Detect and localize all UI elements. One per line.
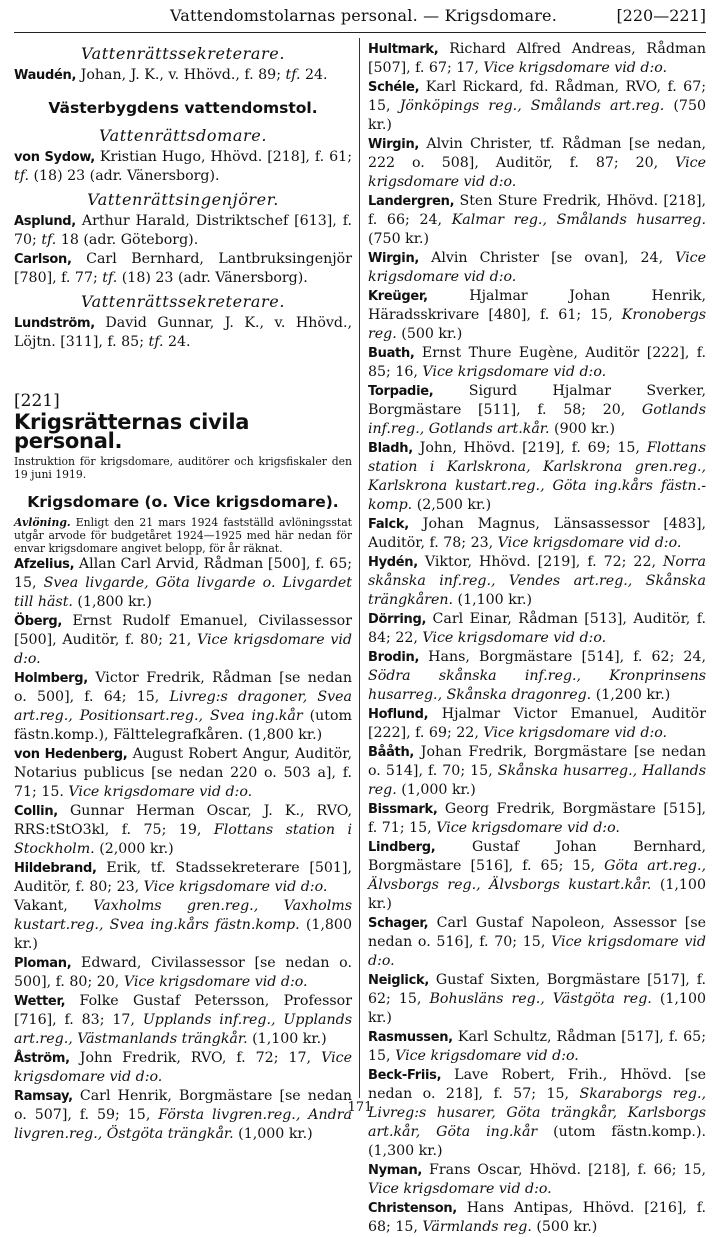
entry-list-right bbox=[368, 40, 706, 1237]
person-entry: Wirgin, Alvin Christer [se ovan], 24, Vice krigsdomare vid d:o. bbox=[368, 250, 706, 285]
person-entry: von Hedenberg, August Robert Angur, Auditör, Notarius publicus [se nedan 220 o. 503 a], f. 71; 15. Vice krigsdomare vid d:o. bbox=[14, 746, 352, 800]
section-number: [221] bbox=[14, 391, 60, 411]
person-entry: Lundström, David Gunnar, J. K., v. Hhövd., Löjtn. [311], f. 85; tf. 24. bbox=[14, 315, 352, 350]
person-entry: Landergren, Sten Sture Fredrik, Hhövd. [218], f. 66; 24, Kalmar reg., Smålands husarreg. (750 kr.) bbox=[368, 193, 707, 247]
person-entry: Afzelius, Allan Carl Arvid, Rådman [500], f. 65; 15, Svea livgarde, Göta livgarde o. Livgardet till häst. (1,800 kr.) bbox=[14, 556, 352, 610]
person-entry: Waudén, Johan, J. K., v. Hhövd., f. 89; tf. 24. bbox=[14, 67, 328, 83]
person-entry: Hultmark, Richard Alfred Andreas, Rådman [507], f. 67; 17, Vice krigsdomare vid d:o. bbox=[368, 41, 706, 76]
person-entry: Bååth, Johan Fredrik, Borgmästare [se nedan o. 514], f. 70; 15, Skånska husarreg., Hallands reg. (1,000 kr.) bbox=[368, 744, 706, 798]
person-entry: Öberg, Ernst Rudolf Emanuel, Civilassessor [500], Auditör, f. 80; 21, Vice krigsdomare vid d:o. bbox=[14, 613, 352, 667]
person-entry: Buath, Ernst Thure Eugène, Auditör [222], f. 85; 16, Vice krigsdomare vid d:o. bbox=[368, 345, 706, 380]
entry-list-left bbox=[14, 555, 352, 1144]
section-subheading: Vattenrättssekreterare. bbox=[80, 292, 286, 311]
person-entry: Neiglick, Gustaf Sixten, Borgmästare [517], f. 62; 15, Bohusläns reg., Västgöta reg. (1,100 kr.) bbox=[368, 972, 706, 1026]
person-entry: Beck-Friis, Lave Robert, Frih., Hhövd. [se nedan o. 218], f. 57; 15, Skaraborgs reg., Livreg:s husarer, Göta trängkår, Karlsborgs art.kår, Göta ing.kår (utom fästn.komp.). (1,300 kr.) bbox=[368, 1067, 706, 1159]
person-entry: Nyman, Frans Oscar, Hhövd. [218], f. 66; 15, Vice krigsdomare vid d:o. bbox=[368, 1162, 706, 1197]
salary-note: Avlöning. Enligt den 21 mars 1924 fastställd avlöningsstat utgår arvode för budgetåret 1924—1925 med här nedan för envar krigsdomare angivet belopp, för år räknat. bbox=[14, 516, 352, 555]
person-entry: Hoflund, Hjalmar Victor Emanuel, Auditör [222], f. 69; 22, Vice krigsdomare vid d:o. bbox=[368, 706, 706, 741]
person-entry: Wetter, Folke Gustaf Petersson, Professor [716], f. 83; 17, Upplands inf.reg., Upplands art.reg., Västmanlands trängkår. (1,100 kr.) bbox=[14, 993, 352, 1047]
court-heading: Västerbygdens vattendomstol. bbox=[48, 99, 318, 117]
subsection-heading: Krigsdomare (o. Vice krigsdomare). bbox=[27, 493, 339, 511]
person-entry: Bissmark, Georg Fredrik, Borgmästare [515], f. 71; 15, Vice krigsdomare vid d:o. bbox=[368, 801, 706, 836]
person-entry: Dörring, Carl Einar, Rådman [513], Auditör, f. 84; 22, Vice krigsdomare vid d:o. bbox=[368, 611, 706, 646]
person-entry: Torpadie, Sigurd Hjalmar Sverker, Borgmästare [511], f. 58; 20, Gotlands inf.reg., Gotlands art.kår. (900 kr.) bbox=[368, 383, 706, 437]
header-page-range: [220—221] bbox=[616, 6, 706, 25]
person-entry: Schéle, Karl Rickard, fd. Rådman, RVO, f. 67; 15, Jönköpings reg., Smålands art.reg. (750 kr.) bbox=[368, 79, 707, 133]
right-column bbox=[368, 40, 706, 1237]
header-title: Vattendomstolarnas personal. — Krigsdomare. bbox=[170, 6, 558, 25]
person-entry: Vakant, Vaxholms gren.reg., Vaxholms kustart.reg., Svea ing.kårs fästn.komp. (1,800 kr.) bbox=[14, 898, 352, 952]
person-entry: Christenson, Hans Antipas, Hhövd. [216], f. 68; 15, Värmlands reg. (500 kr.) bbox=[368, 1200, 706, 1235]
person-entry: Rasmussen, Karl Schultz, Rådman [517], f. 65; 15, Vice krigsdomare vid d:o. bbox=[368, 1029, 706, 1064]
person-entry: Wirgin, Alvin Christer, tf. Rådman [se nedan, 222 o. 508], Auditör, f. 87; 20, Vice krigsdomare vid d:o. bbox=[368, 136, 706, 190]
column-divider bbox=[359, 38, 360, 1098]
person-entry: Asplund, Arthur Harald, Distriktschef [613], f. 70; tf. 18 (adr. Göteborg). bbox=[14, 213, 352, 248]
person-entry: Bladh, John, Hhövd. [219], f. 69; 15, Flottans station i Karlskrona, Karlskrona gren.reg., Karlskrona kustart.reg., Göta ing.kårs fästn.-komp. (2,500 kr.) bbox=[368, 440, 706, 513]
header-rule bbox=[14, 32, 706, 33]
person-entry: Ramsay, Carl Henrik, Borgmästare [se nedan o. 507], f. 59; 15, Första livgren.reg., Andra livgren.reg., Östgöta trängkår. (1,000 kr.) bbox=[14, 1088, 352, 1142]
page-number: 171 bbox=[347, 1100, 373, 1115]
person-entry: Ploman, Edward, Civilassessor [se nedan o. 500], f. 80; 20, Vice krigsdomare vid d:o. bbox=[14, 955, 352, 990]
section-subheading: Vattenrättssekreterare. bbox=[80, 44, 286, 63]
person-entry: Falck, Johan Magnus, Länsassessor [483], Auditör, f. 78; 23, Vice krigsdomare vid d:o. bbox=[368, 516, 706, 551]
person-entry: Brodin, Hans, Borgmästare [514], f. 62; 24, Södra skånska inf.reg., Kronprinsens husarreg., Skånska dragonreg. (1,200 kr.) bbox=[368, 649, 706, 703]
section-title: Krigsrätternas civila personal. bbox=[14, 410, 250, 453]
section-subheading: Vattenrättsingenjörer. bbox=[87, 190, 279, 209]
person-entry: Kreüger, Hjalmar Johan Henrik, Häradsskrivare [480], f. 61; 15, Kronobergs reg. (500 kr.) bbox=[368, 288, 706, 342]
person-entry: Hildebrand, Erik, tf. Stadssekreterare [501], Auditör, f. 80; 23, Vice krigsdomare vid d:o. bbox=[14, 860, 352, 895]
person-entry: Lindberg, Gustaf Johan Bernhard, Borgmästare [516], f. 65; 15, Göta art.reg., Älvsborgs reg., Älvsborgs kustart.kår. (1,100 kr.) bbox=[368, 839, 706, 912]
section-subheading: Vattenrättsdomare. bbox=[98, 126, 268, 145]
person-entry: Schager, Carl Gustaf Napoleon, Assessor [se nedan o. 516], f. 70; 15, Vice krigsdomare vid d:o. bbox=[368, 915, 706, 969]
left-column bbox=[14, 40, 352, 1144]
person-entry: Holmberg, Victor Fredrik, Rådman [se nedan o. 500], f. 64; 15, Livreg:s dragoner, Svea art.reg., Positionsart.reg., Svea ing.kår (utom fästn.komp.), Fälttelegrafkåren. (1,800 kr.) bbox=[14, 670, 352, 743]
person-entry: Carlson, Carl Bernhard, Lantbruksingenjör [780], f. 77; tf. (18) 23 (adr. Vänersborg). bbox=[14, 251, 352, 286]
person-entry: Åström, John Fredrik, RVO, f. 72; 17, Vice krigsdomare vid d:o. bbox=[14, 1050, 352, 1085]
running-header bbox=[0, 6, 720, 30]
person-entry: Hydén, Viktor, Hhövd. [219], f. 72; 22, Norra skånska inf.reg., Vendes art.reg., Skånska trängkåren. (1,100 kr.) bbox=[368, 554, 706, 608]
person-entry: Collin, Gunnar Herman Oscar, J. K., RVO, RRS:tStO3kl, f. 75; 19, Flottans station i Stockholm. (2,000 kr.) bbox=[14, 803, 352, 857]
instruction-note: Instruktion för krigsdomare, auditörer och krigsfiskaler den 19 juni 1919. bbox=[14, 455, 352, 481]
person-entry: von Sydow, Kristian Hugo, Hhövd. [218], f. 61; tf. (18) 23 (adr. Vänersborg). bbox=[14, 149, 352, 184]
